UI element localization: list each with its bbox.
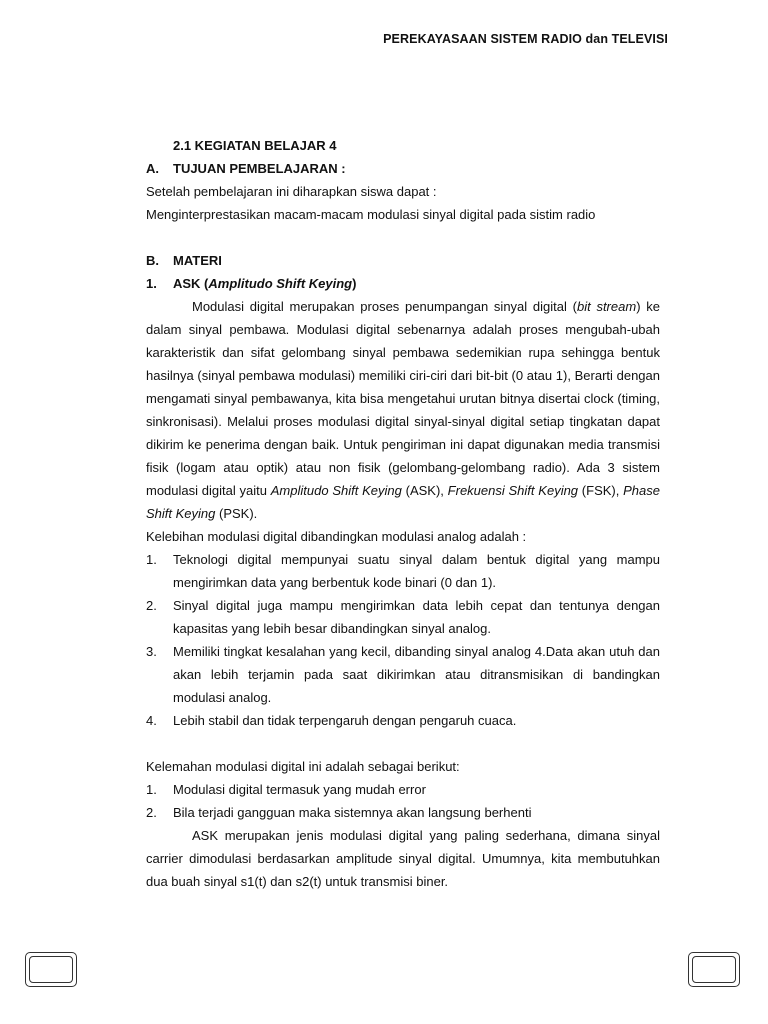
- ask-heading-part-a: ASK (: [173, 276, 209, 291]
- list-item-number: 1.: [146, 552, 157, 567]
- list-item: [146, 801, 660, 824]
- document-body: [146, 134, 660, 893]
- materi-heading: [146, 249, 660, 272]
- kelebihan-intro: Kelebihan modulasi digital dibandingkan modulasi analog adalah :: [146, 529, 527, 544]
- tujuan-heading: [146, 157, 660, 180]
- para1-text-4: (FSK),: [578, 483, 624, 498]
- list-item: [146, 778, 660, 801]
- paragraph-ask: ASK merupakan jenis modulasi digital yang paling sederhana, dimana sinyal carrier dimodulasi berdasarkan amplitude sinyal digital. Umumnya, kita membutuhkan dua buah sinyal s1(t) dan s2(t) untuk transmisi biner.: [146, 828, 660, 889]
- list-item: [146, 594, 660, 640]
- ask-heading-italic: Amplitudo Shift Keying: [208, 276, 353, 291]
- para1-text-3: (ASK),: [401, 483, 448, 498]
- para1-text-2: ) ke dalam sinyal pembawa. Modulasi digital sebenarnya adalah proses mengubah-ubah karakteristik dan sifat gelombang sinyal pembawa sedemikian rupa sehingga bentuk hasilnya (sinyal pembawa modulasi) memiliki ciri-ciri dari bit-bit (0 atau 1), Berarti dengan mengamati sinyal pembawanya, kita bisa mengetahui urutan bitnya disertai clock (timing, sinkronisasi). Melalui proses modulasi digital sinyal-sinyal digital setiap tingkatan dapat dikirim ke penerima dengan baik. Untuk pengiriman ini dapat digunakan media transmisi fisik (logam atau optik) atau non fisik (gelombang-gelombang radio). Ada 3 sistem modulasi digital yaitu: [146, 299, 660, 498]
- list-item-text: Lebih stabil dan tidak terpengaruh dengan pengaruh cuaca.: [173, 713, 517, 728]
- list-item: [146, 709, 660, 732]
- paragraph-intro: [146, 295, 660, 525]
- list-item: [146, 548, 660, 594]
- ask-heading-text: [173, 272, 356, 295]
- section-title: 2.1 KEGIATAN BELAJAR 4: [173, 138, 337, 153]
- tujuan-label: A.: [146, 161, 159, 176]
- kelebihan-list: [146, 548, 660, 732]
- spacer: [146, 226, 660, 249]
- kelemahan-list: [146, 778, 660, 824]
- spacer: [146, 732, 660, 755]
- list-item-text: Modulasi digital termasuk yang mudah error: [173, 782, 426, 797]
- list-item-text: Bila terjadi gangguan maka sistemnya akan langsung berhenti: [173, 805, 532, 820]
- para1-italic-3: Frekuensi Shift Keying: [447, 483, 579, 498]
- para1-italic-2: Amplitudo Shift Keying: [270, 483, 402, 498]
- para1-italic-4: Phase Shift Keying: [146, 483, 660, 521]
- list-item-text: Sinyal digital juga mampu mengirimkan data lebih cepat dan tentunya dengan kapasitas yang lebih besar dibandingkan sinyal analog.: [173, 598, 660, 636]
- list-item-text: Teknologi digital mempunyai suatu sinyal dalam bentuk digital yang mampu mengirimkan data yang berbentuk kode binari (0 dan 1).: [173, 552, 660, 590]
- tujuan-heading-text: TUJUAN PEMBELAJARAN :: [173, 161, 346, 176]
- ask-label: 1.: [146, 276, 157, 291]
- list-item-number: 4.: [146, 713, 157, 728]
- tujuan-line-2: Menginterprestasikan macam-macam modulasi sinyal digital pada sistim radio: [146, 207, 596, 222]
- list-item: [146, 640, 660, 709]
- corner-frame-right: [688, 952, 740, 987]
- page-header: PEREKAYASAAN SISTEM RADIO dan TELEVISI: [383, 32, 668, 46]
- corner-frame-left: [25, 952, 77, 987]
- para1-text-1: Modulasi digital merupakan proses penumpangan sinyal digital (: [192, 299, 577, 314]
- list-item-number: 2.: [146, 598, 157, 613]
- tujuan-line-1: Setelah pembelajaran ini diharapkan siswa dapat :: [146, 184, 437, 199]
- kelemahan-intro: Kelemahan modulasi digital ini adalah sebagai berikut:: [146, 759, 460, 774]
- para1-italic-1: bit stream: [576, 299, 637, 314]
- materi-heading-text: MATERI: [173, 253, 222, 268]
- list-item-text: Memiliki tingkat kesalahan yang kecil, dibanding sinyal analog 4.Data akan utuh dan akan lebih terjamin pada saat dikirimkan atau ditransmisikan di bandingkan modulasi analog.: [173, 644, 660, 705]
- list-item-number: 2.: [146, 805, 157, 820]
- ask-heading-part-b: ): [352, 276, 357, 291]
- list-item-number: 1.: [146, 782, 157, 797]
- para1-text-5: (PSK).: [215, 506, 258, 521]
- materi-label: B.: [146, 253, 159, 268]
- list-item-number: 3.: [146, 644, 157, 659]
- ask-heading: [146, 272, 660, 295]
